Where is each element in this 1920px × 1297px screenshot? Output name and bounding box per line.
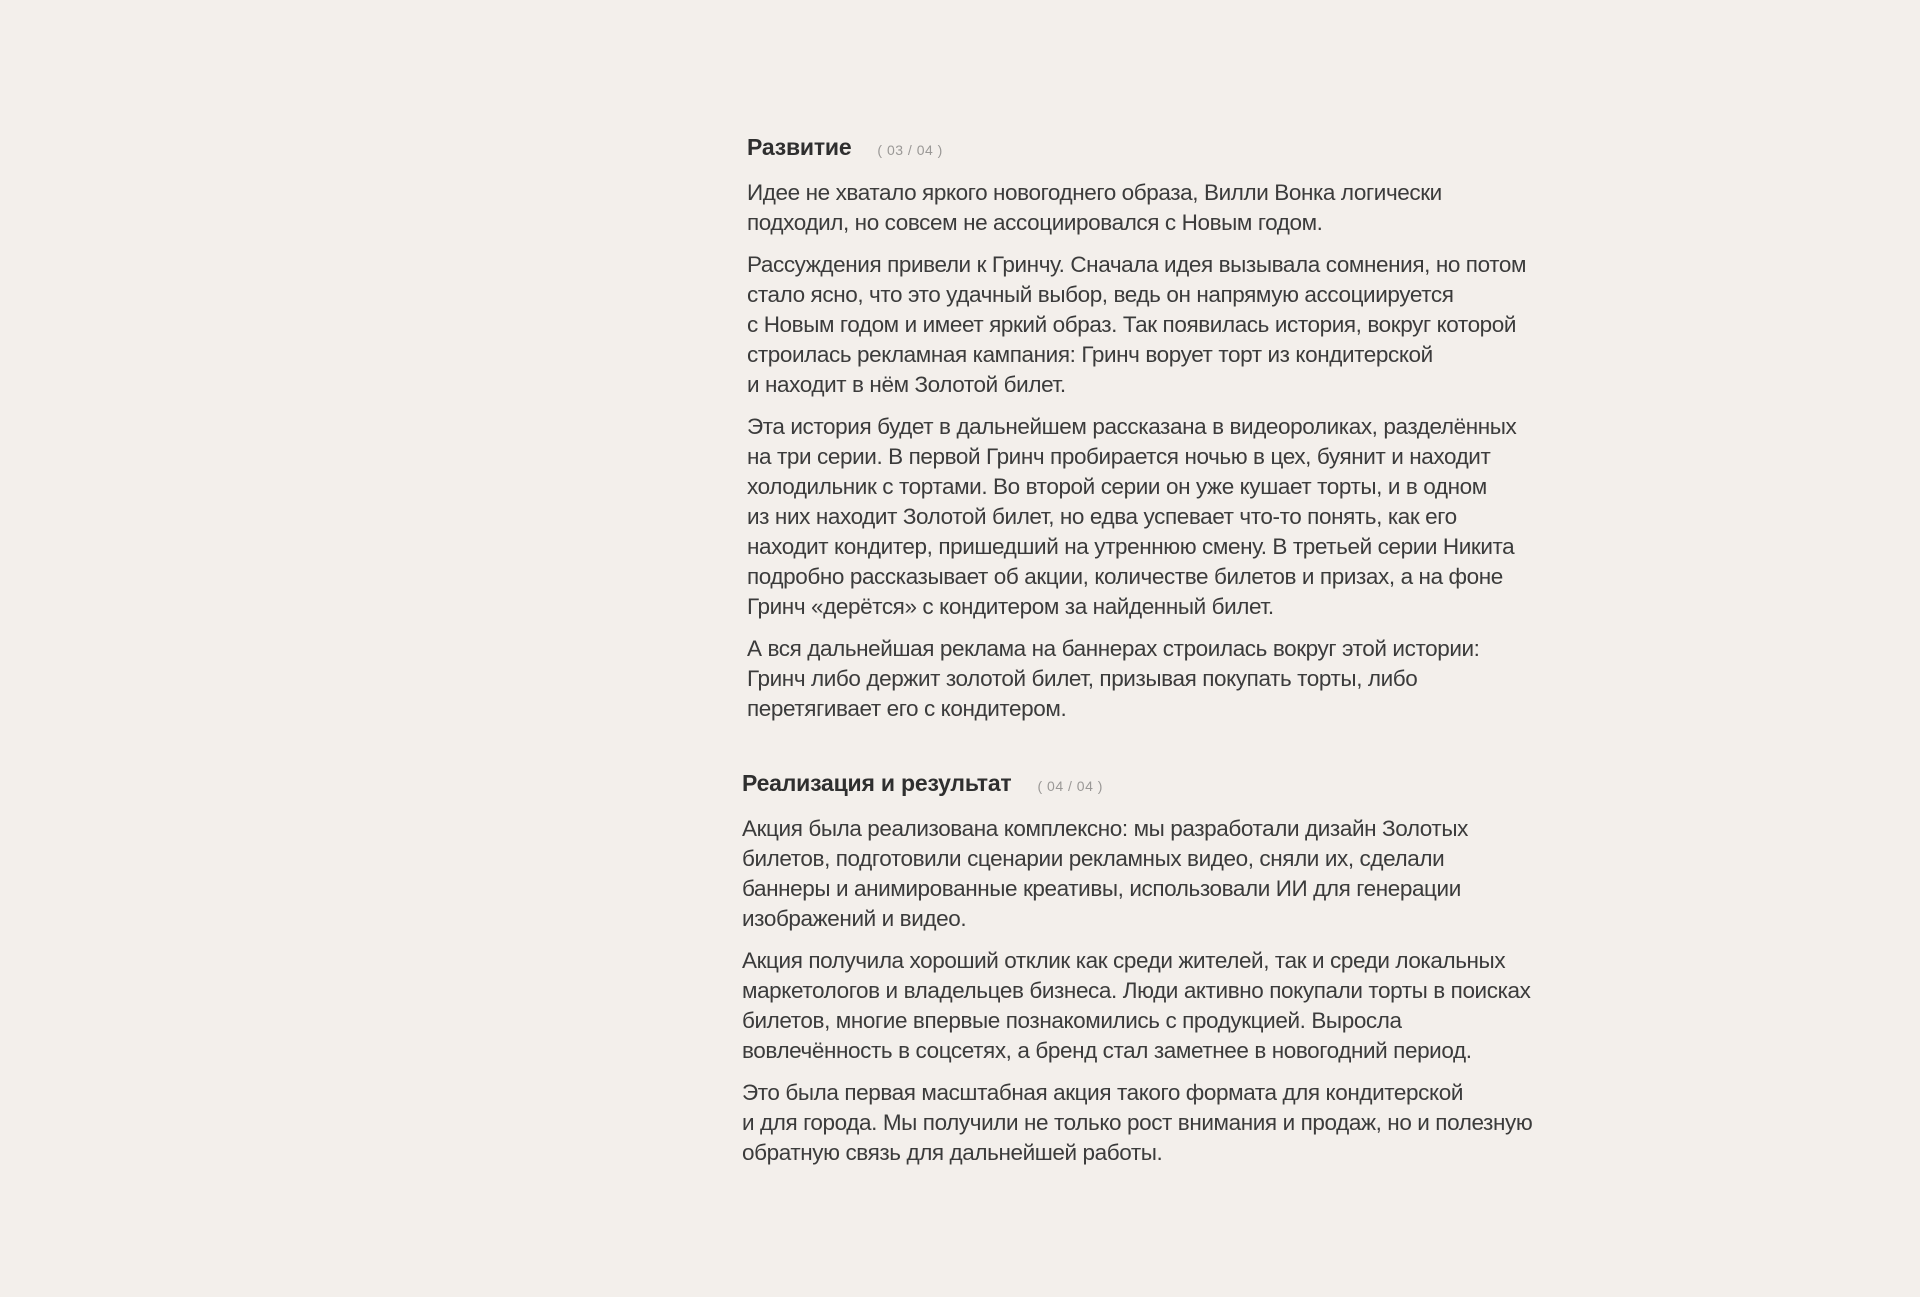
text-line: стало ясно, что это удачный выбор, ведь он напрямую ассоциируется [747,282,1454,307]
text-line: обратную связь для дальнейшей работы. [742,1140,1163,1165]
text-line: Акция получила хороший отклик как среди жителей, так и среди локальных [742,948,1506,973]
text-line: баннеры и анимированные креативы, использовали ИИ для генерации [742,876,1461,901]
text-line: с Новым годом и имеет яркий образ. Так появилась история, вокруг которой [747,312,1517,337]
text-line: Идее не хватало яркого новогоднего образа, Вилли Вонка логически [747,180,1442,205]
text-line: вовлечённость в соцсетях, а бренд стал заметнее в новогодний период. [742,1038,1472,1063]
text-line: Эта история будет в дальнейшем рассказана в видеороликах, разделённых [747,414,1517,439]
text-line: Гринч либо держит золотой билет, призывая покупать торты, либо [747,666,1418,691]
text-line: холодильник с тортами. Во второй серии он уже кушает торты, и в одном [747,474,1487,499]
text-line: Это была первая масштабная акция такого формата для кондитерской [742,1080,1463,1105]
text-line: подходил, но совсем не ассоциировался с Новым годом. [747,210,1323,235]
paragraph [742,814,1642,934]
section-header [747,134,1647,170]
text-line: на три серии. В первой Гринч пробирается ночью в цех, буянит и находит [747,444,1491,469]
paragraph [747,178,1647,238]
section-title: Реализация и результат [742,770,1012,796]
text-line: А вся дальнейшая реклама на баннерах строилась вокруг этой истории: [747,636,1480,661]
text-line: изображений и видео. [742,906,967,931]
section-header [742,770,1642,806]
section-title: Развитие [747,134,852,160]
text-line: и для города. Мы получили не только рост внимания и продаж, но и полезную [742,1110,1533,1135]
section-counter: ( 03 / 04 ) [877,142,943,158]
section-counter: ( 04 / 04 ) [1037,778,1103,794]
section-development [747,134,1647,736]
text-line: находит кондитер, пришедший на утреннюю смену. В третьей серии Никита [747,534,1515,559]
text-line: Акция была реализована комплексно: мы разработали дизайн Золотых [742,816,1468,841]
paragraph [747,412,1647,622]
text-line: подробно рассказывает об акции, количестве билетов и призах, а на фоне [747,564,1503,589]
text-line: и находит в нём Золотой билет. [747,372,1066,397]
paragraph [742,1078,1642,1168]
text-line: маркетологов и владельцев бизнеса. Люди активно покупали торты в поисках [742,978,1531,1003]
paragraph [742,946,1642,1066]
text-line: перетягивает его с кондитером. [747,696,1067,721]
paragraph [747,250,1647,400]
text-line: строилась рекламная кампания: Гринч ворует торт из кондитерской [747,342,1433,367]
text-line: из них находит Золотой билет, но едва успевает что-то понять, как его [747,504,1457,529]
text-line: билетов, многие впервые познакомились с продукцией. Выросла [742,1008,1402,1033]
text-line: Гринч «дерётся» с кондитером за найденный билет. [747,594,1274,619]
section-implementation-result [742,770,1642,1180]
text-line: билетов, подготовили сценарии рекламных видео, сняли их, сделали [742,846,1445,871]
paragraph [747,634,1647,724]
text-line: Рассуждения привели к Гринчу. Сначала идея вызывала сомнения, но потом [747,252,1527,277]
